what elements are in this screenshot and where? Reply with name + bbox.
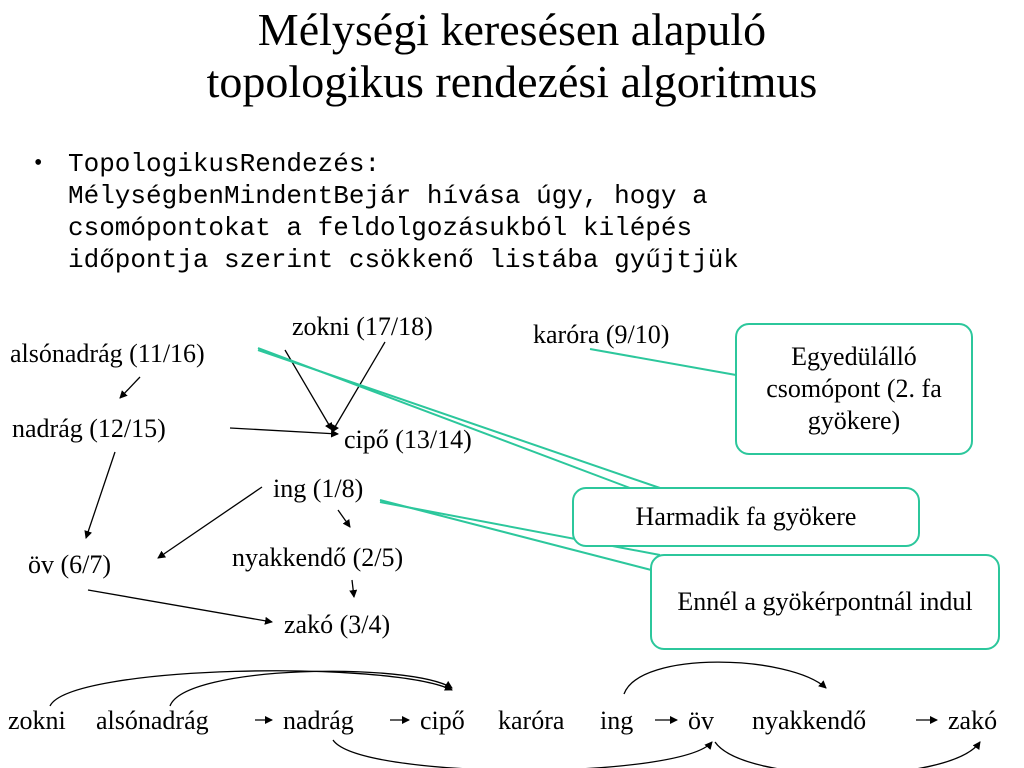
callout-harmadik [572,487,920,547]
order-word-ov: öv [688,706,714,735]
node-karora: karóra (9/10) [533,320,670,349]
edge-nadrag-cipo [230,428,338,434]
node-ov: öv (6/7) [28,550,112,579]
order-word-nyakkendo: nyakkendő [752,706,867,735]
order-word-zokni: zokni [8,706,66,735]
node-zako: zakó (3/4) [284,610,391,639]
edge-nyakkendo-zako [352,580,354,597]
order-word-zako: zakó [948,706,998,735]
node-nyakkendo: nyakkendő (2/5) [232,543,404,572]
order-word-alsonadrag: alsónadrág [96,706,209,735]
order-word-cipo: cipő [420,706,465,735]
node-alsonadrag: alsónadrág (11/16) [10,339,205,368]
pointer-egyedulallo [590,349,736,375]
edge-nadrag-ov [86,452,115,538]
order-word-nadrag: nadrág [283,706,354,735]
edge-ing-nyakkendo [338,510,350,527]
callout-egyedulallo [735,323,973,455]
pointer-harmadik-2 [258,350,660,488]
node-cipo: cipő (13/14) [344,425,472,454]
node-nadrag: nadrág (12/15) [12,414,166,443]
node-zokni: zokni (17/18) [292,312,433,341]
bullet-dot: • [34,150,43,176]
order-arc-ing-nyakkendo [624,662,826,694]
title-line-2: topologikus rendezési algoritmus [206,56,818,107]
order-word-karora: karóra [498,706,565,735]
callout-ennel [650,554,1000,650]
node-ing: ing (1/8) [273,474,364,503]
edge-zokni-cipo [332,342,385,432]
bullet-text: TopologikusRendezés: MélységbenMindentBejár hívása úgy, hogy a csomópontokat a feldolgozásukból kilépés időpontja szerint csökkenő listába gyűjtjük [68,149,739,275]
title-line-1: Mélységi keresésen alapuló [257,4,767,55]
order-arc-nadrag-ov [333,740,712,768]
order-arc-ov-zako [715,742,980,768]
edge-alsonadrag-nadrag [120,377,140,398]
callout-harmadik-text: Harmadik fa gyökere [635,502,857,531]
callout-egyedulallo-text: Egyedülálló csomópont (2. fa gyökere) [766,342,942,435]
callout-ennel-text: Ennél a gyökérpontnál indul [677,587,973,616]
edge-ov-zako [88,590,272,622]
order-arc-alsonadrag-cipo [170,671,452,706]
order-word-ing: ing [600,706,634,735]
